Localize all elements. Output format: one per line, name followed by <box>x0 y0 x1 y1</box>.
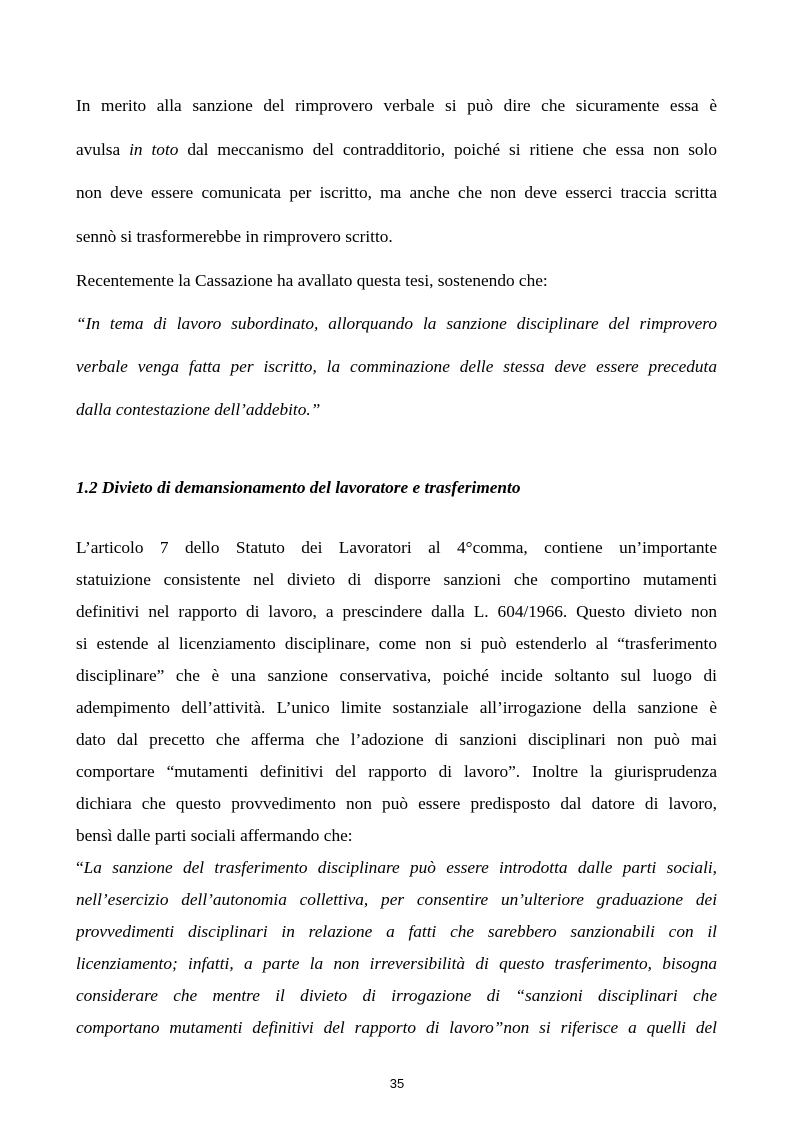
text-run: avulsa <box>76 140 130 159</box>
paragraph-line: Recentemente la Cassazione ha avallato questa tesi, sostenendo che: <box>76 271 548 290</box>
paragraph-line: statuizione consistente nel divieto di disporre sanzioni che comportino mutamenti <box>76 570 717 589</box>
quote-line: provvedimenti disciplinari in relazione a fatti che sarebbero sanzionabili con il <box>76 922 717 941</box>
paragraph-line: disciplinare” che è una sanzione conservativa, poiché incide soltanto sul luogo di <box>76 666 717 685</box>
quote-line: verbale venga fatta per iscritto, la comminazione delle stessa deve essere preceduta <box>76 357 717 376</box>
section-heading: 1.2 Divieto di demansionamento del lavoratore e trasferimento <box>76 478 521 497</box>
quote-line: considerare che mentre il divieto di irrogazione di “sanzioni disciplinari che <box>76 986 717 1005</box>
italic-phrase: in toto <box>129 140 179 159</box>
opening-quote: “ <box>76 858 84 877</box>
page-number: 35 <box>389 1076 405 1091</box>
italic-phrase: La sanzione del trasferimento disciplinare può essere introdotta dalle parti sociali, <box>83 858 717 877</box>
paragraph-line: definitivi nel rapporto di lavoro, a prescindere dalla L. 604/1966. Questo divieto non <box>76 602 717 621</box>
paragraph-line: si estende al licenziamento disciplinare, come non si può estenderlo al “trasferimento <box>76 634 717 653</box>
paragraph-line: bensì dalle parti sociali affermando che: <box>76 826 353 845</box>
paragraph-line: non deve essere comunicata per iscritto, ma anche che non deve esserci traccia scritta <box>76 183 717 202</box>
paragraph-line: In merito alla sanzione del rimprovero verbale si può dire che sicuramente essa è <box>76 96 717 115</box>
quote-line: dalla contestazione dell’addebito.” <box>76 400 321 419</box>
quote-line: comportano mutamenti definitivi del rapporto di lavoro”non si riferisce a quelli del <box>76 1018 717 1037</box>
paragraph-line: dato dal precetto che afferma che l’adozione di sanzioni disciplinari non può mai <box>76 730 717 749</box>
quote-line: “In tema di lavoro subordinato, allorquando la sanzione disciplinare del rimprovero <box>76 314 717 333</box>
paragraph-line: L’articolo 7 dello Statuto dei Lavoratori al 4°comma, contiene un’importante <box>76 538 717 557</box>
paragraph-line: adempimento dell’attività. L’unico limite sostanziale all’irrogazione della sanzione è <box>76 698 717 717</box>
quote-line: licenziamento; infatti, a parte la non irreversibilità di questo trasferimento, bisogna <box>76 954 717 973</box>
paragraph-line: comportare “mutamenti definitivi del rapporto di lavoro”. Inoltre la giurisprudenza <box>76 762 717 781</box>
quote-line: nell’esercizio dell’autonomia collettiva, per consentire un’ulteriore graduazione dei <box>76 890 717 909</box>
text-run: dal meccanismo del contradditorio, poiché si ritiene che essa non solo <box>178 140 717 159</box>
quote-line <box>76 857 717 879</box>
paragraph-line: sennò si trasformerebbe in rimprovero scritto. <box>76 227 393 246</box>
paragraph-line <box>76 139 717 161</box>
paragraph-line: dichiara che questo provvedimento non può essere predisposto dal datore di lavoro, <box>76 794 717 813</box>
